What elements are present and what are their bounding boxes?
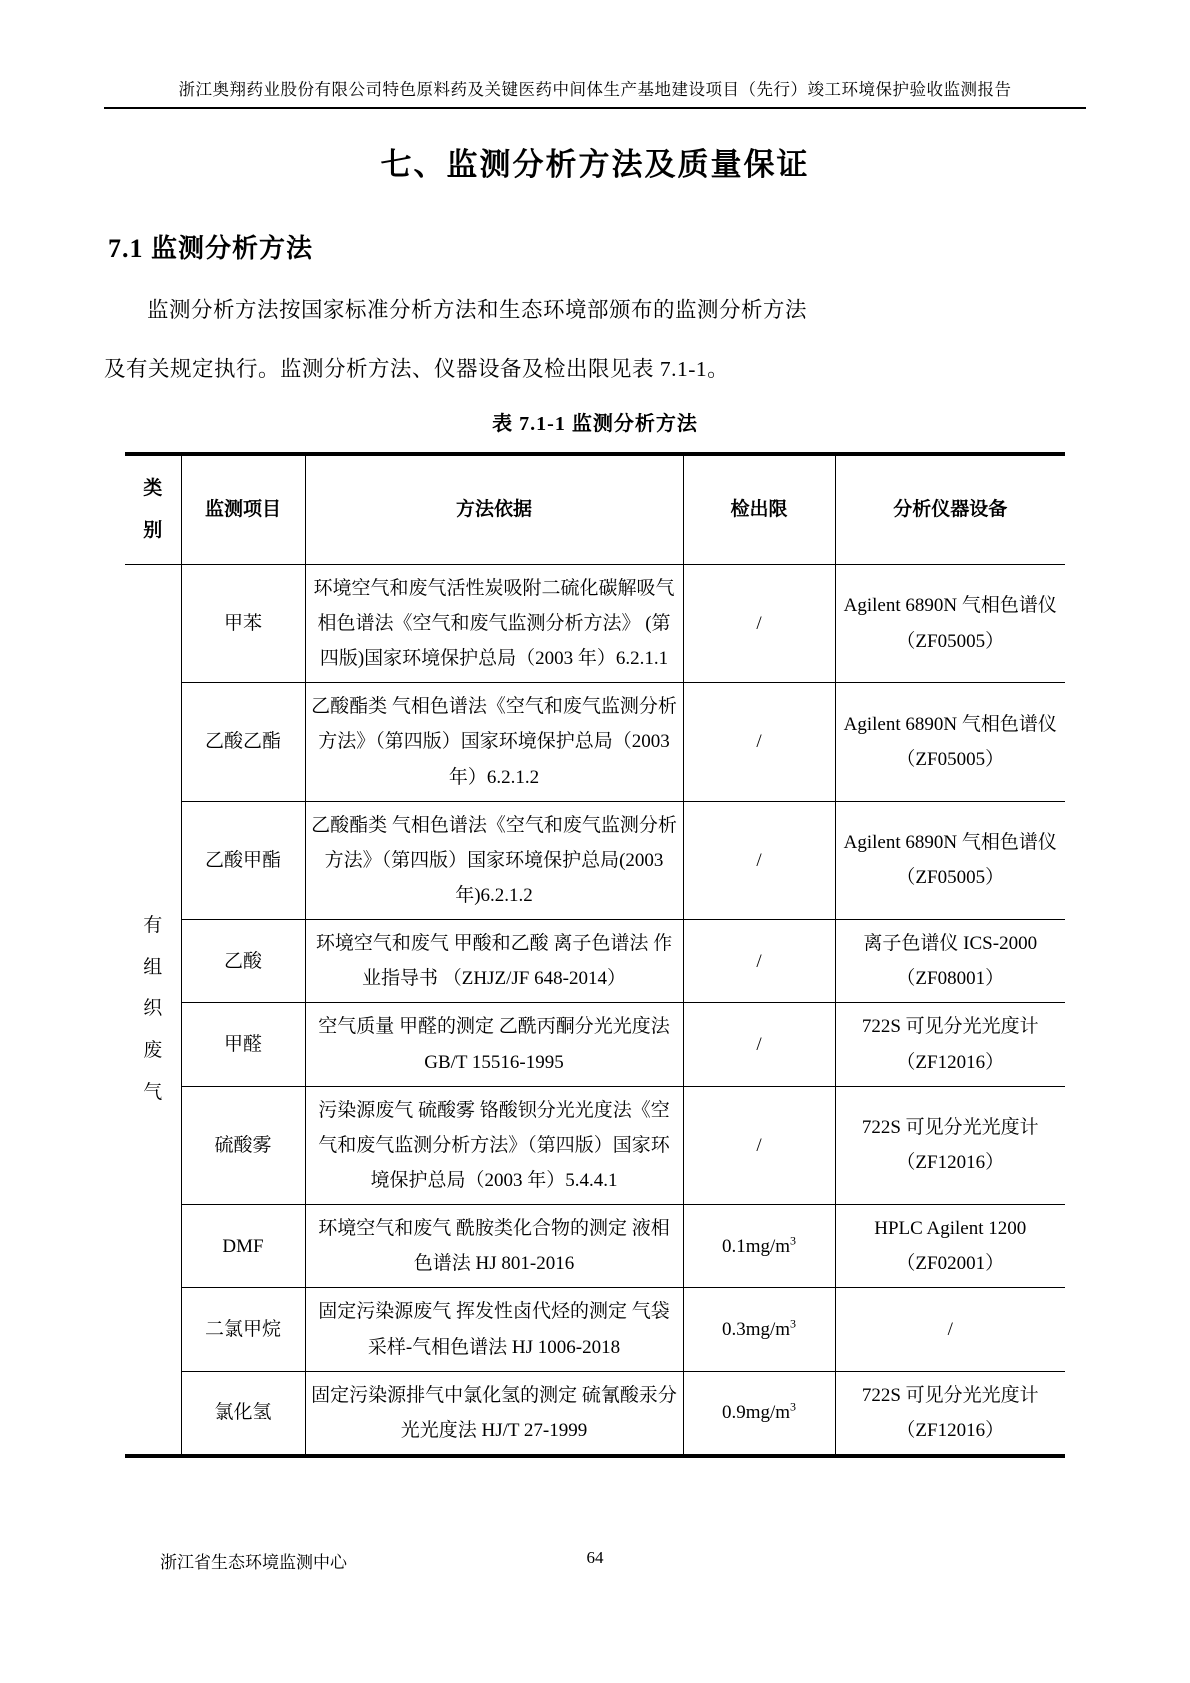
table-row bbox=[125, 683, 1065, 801]
instrument-cell: 离子色谱仪 ICS-2000（ZF08001） bbox=[835, 920, 1065, 1003]
method-cell: 乙酸酯类 气相色谱法《空气和废气监测分析方法》（第四版）国家环境保护总局(2003 年)6.2.1.2 bbox=[305, 801, 683, 919]
limit-cell: / bbox=[683, 683, 835, 801]
body-paragraph bbox=[104, 281, 1086, 399]
item-cell: 甲苯 bbox=[181, 564, 305, 682]
method-cell: 乙酸酯类 气相色谱法《空气和废气监测分析方法》（第四版）国家环境保护总局（2003 年）6.2.1.2 bbox=[305, 683, 683, 801]
item-cell: 乙酸乙酯 bbox=[181, 683, 305, 801]
table-row bbox=[125, 1086, 1065, 1204]
item-cell: 甲醛 bbox=[181, 1003, 305, 1086]
table-row bbox=[125, 920, 1065, 1003]
method-cell: 固定污染源排气中氯化氢的测定 硫氰酸汞分光光度法 HJ/T 27-1999 bbox=[305, 1371, 683, 1456]
limit-cell: / bbox=[683, 564, 835, 682]
limit-cell: / bbox=[683, 1003, 835, 1086]
method-cell: 环境空气和废气活性炭吸附二硫化碳解吸气相色谱法《空气和废气监测分析方法》 (第四版)国家环境保护总局（2003 年）6.2.1.1 bbox=[305, 564, 683, 682]
limit-cell: $0.9mg/m^3$ bbox=[683, 1371, 835, 1456]
table-row bbox=[125, 564, 1065, 682]
item-cell: 二氯甲烷 bbox=[181, 1288, 305, 1371]
table-row bbox=[125, 1371, 1065, 1456]
method-cell: 固定污染源废气 挥发性卤代烃的测定 气袋采样-气相色谱法 HJ 1006-2018 bbox=[305, 1288, 683, 1371]
method-cell: 污染源废气 硫酸雾 铬酸钡分光光度法《空气和废气监测分析方法》（第四版）国家环境保护总局（2003 年）5.4.4.1 bbox=[305, 1086, 683, 1204]
footer-organization: 浙江省生态环境监测中心 bbox=[160, 1553, 347, 1572]
table-header-row bbox=[125, 454, 1065, 564]
instrument-cell: 722S 可见分光光度计（ZF12016） bbox=[835, 1086, 1065, 1204]
instrument-cell: HPLC Agilent 1200（ZF02001） bbox=[835, 1205, 1065, 1288]
paragraph-line: 监测分析方法按国家标准分析方法和生态环境部颁布的监测分析方法 bbox=[147, 298, 808, 322]
instrument-cell: Agilent 6890N 气相色谱仪（ZF05005） bbox=[835, 683, 1065, 801]
instrument-cell: Agilent 6890N 气相色谱仪（ZF05005） bbox=[835, 801, 1065, 919]
monitoring-methods-table bbox=[125, 452, 1065, 1458]
header-instrument: 分析仪器设备 bbox=[835, 454, 1065, 564]
limit-cell: / bbox=[683, 920, 835, 1003]
table-caption: 表 7.1-1 监测分析方法 bbox=[492, 413, 698, 436]
method-cell: 环境空气和废气 甲酸和乙酸 离子色谱法 作业指导书 （ZHJZ/JF 648-2014） bbox=[305, 920, 683, 1003]
instrument-cell: 722S 可见分光光度计（ZF12016） bbox=[835, 1371, 1065, 1456]
item-cell: 乙酸 bbox=[181, 920, 305, 1003]
header-method: 方法依据 bbox=[305, 454, 683, 564]
method-cell: 空气质量 甲醛的测定 乙酰丙酮分光光度法 GB/T 15516-1995 bbox=[305, 1003, 683, 1086]
chapter-title: 七、监测分析方法及质量保证 bbox=[380, 147, 810, 182]
table-row bbox=[125, 1003, 1065, 1086]
page-number: 64 bbox=[586, 1548, 604, 1567]
instrument-cell: Agilent 6890N 气相色谱仪（ZF05005） bbox=[835, 564, 1065, 682]
limit-cell: $0.1mg/m^3$ bbox=[683, 1205, 835, 1288]
document-header: 浙江奥翔药业股份有限公司特色原料药及关键医药中间体生产基地建设项目（先行）竣工环境保护验收监测报告 bbox=[104, 0, 1086, 109]
header-category: 类别 bbox=[125, 454, 181, 564]
limit-cell: $0.3mg/m^3$ bbox=[683, 1288, 835, 1371]
table-row bbox=[125, 1205, 1065, 1288]
item-cell: DMF bbox=[181, 1205, 305, 1288]
limit-cell: / bbox=[683, 1086, 835, 1204]
header-item: 监测项目 bbox=[181, 454, 305, 564]
table-row bbox=[125, 1288, 1065, 1371]
item-cell: 硫酸雾 bbox=[181, 1086, 305, 1204]
instrument-cell: 722S 可见分光光度计（ZF12016） bbox=[835, 1003, 1065, 1086]
table-row bbox=[125, 801, 1065, 919]
method-cell: 环境空气和废气 酰胺类化合物的测定 液相色谱法 HJ 801-2016 bbox=[305, 1205, 683, 1288]
category-label: 有组织废气 bbox=[143, 914, 163, 1104]
item-cell: 氯化氢 bbox=[181, 1371, 305, 1456]
header-limit: 检出限 bbox=[683, 454, 835, 564]
paragraph-line: 及有关规定执行。监测分析方法、仪器设备及检出限见表 7.1-1。 bbox=[104, 357, 730, 382]
item-cell: 乙酸甲酯 bbox=[181, 801, 305, 919]
instrument-cell: / bbox=[835, 1288, 1065, 1371]
limit-cell: / bbox=[683, 801, 835, 919]
category-cell bbox=[125, 564, 181, 1456]
section-heading: 7.1 监测分析方法 bbox=[108, 234, 314, 263]
